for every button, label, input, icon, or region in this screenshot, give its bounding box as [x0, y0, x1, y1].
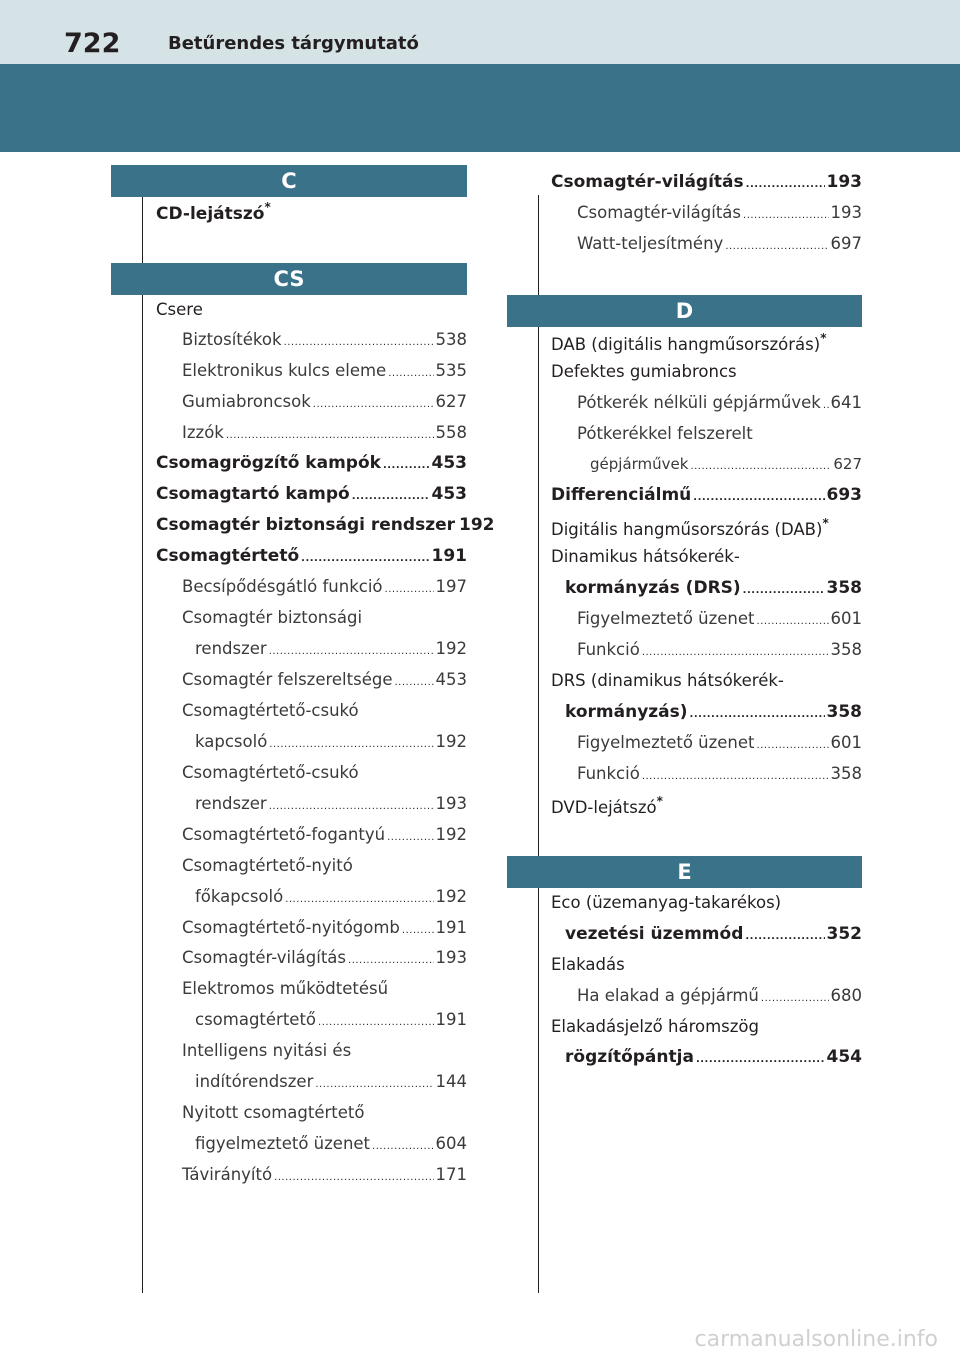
index-entry[interactable]: rendszer ..... 193 — [195, 794, 467, 813]
index-entry[interactable]: vezetési üzemmód ..... 352 — [565, 924, 862, 944]
index-entry[interactable]: kormányzás) ..... 358 — [565, 702, 862, 722]
index-entry[interactable]: csomagtértető ..... 191 — [195, 1010, 467, 1029]
section-header-e: E — [507, 856, 862, 888]
index-entry[interactable]: Távirányító ..... 171 — [182, 1165, 467, 1184]
index-entry-line: Pótkerékkel felszerelt — [577, 424, 753, 443]
index-entry[interactable]: kormányzás (DRS) ..... 358 — [565, 578, 862, 598]
index-entry-line: DRS (dinamikus hátsókerék- — [551, 671, 784, 690]
index-entry[interactable]: Csomagtér-világítás ..... 193 — [577, 203, 862, 222]
index-entry[interactable]: Gumiabroncsok ..... 627 — [182, 392, 467, 411]
index-entry-line: Elakadásjelző háromszög — [551, 1017, 759, 1036]
index-entry[interactable]: Figyelmeztető üzenet ..... 601 — [577, 733, 862, 752]
index-entry-line: Csomagtértető-csukó — [182, 701, 359, 720]
index-entry[interactable]: figyelmeztető üzenet ..... 604 — [195, 1134, 467, 1153]
index-entry-line: Dinamikus hátsókerék- — [551, 547, 740, 566]
watermark: carmanualsonline.info — [694, 1327, 938, 1352]
asterisk-note: * — [820, 331, 827, 345]
index-entry-defektes[interactable]: Defektes gumiabroncs — [551, 362, 737, 381]
index-entry-line: Csomagtértető-csukó — [182, 763, 359, 782]
index-entry[interactable]: Ha elakad a gépjármű ..... 680 — [577, 986, 862, 1005]
section-header-d: D — [507, 295, 862, 327]
index-entry[interactable]: Csomagtér-világítás ..... 193 — [551, 172, 862, 192]
index-entry[interactable]: Funkció ..... 358 — [577, 640, 862, 659]
section-header-cs: CS — [111, 263, 467, 295]
index-entry[interactable]: Csomagtér-világítás ..... 193 — [182, 948, 467, 967]
index-entry-elakadas[interactable]: Elakadás — [551, 955, 625, 974]
index-entry[interactable]: Csomagrögzítő kampók ..... 453 — [156, 453, 467, 473]
top-header-bar — [0, 0, 960, 64]
index-entry[interactable]: Differenciálmű ..... 693 — [551, 485, 862, 505]
index-entry[interactable]: rögzítőpántja ..... 454 — [565, 1047, 862, 1067]
index-entry[interactable]: Csomagtér felszereltsége ..... 453 — [182, 670, 467, 689]
right-column-rule — [538, 195, 539, 1293]
index-entry[interactable]: Funkció ..... 358 — [577, 764, 862, 783]
index-entry[interactable]: Csomagtértető-fogantyú ..... 192 — [182, 825, 467, 844]
asterisk-note: * — [822, 516, 829, 530]
index-entry-dab[interactable]: DAB (digitális hangműsorszórás)* — [551, 331, 827, 354]
index-entry-line: Nyitott csomagtértető — [182, 1103, 365, 1122]
index-entry[interactable]: gépjárművek ..... 627 — [590, 455, 862, 473]
index-entry-line: Eco (üzemanyag-takarékos) — [551, 893, 782, 912]
index-entry[interactable]: Izzók ..... 558 — [182, 423, 467, 442]
index-entry-line: Csomagtértető-nyitó — [182, 856, 353, 875]
asterisk-note: * — [656, 794, 663, 808]
page-number: 722 — [64, 28, 121, 59]
index-entry[interactable]: Pótkerék nélküli gépjárművek ..... 641 — [577, 393, 862, 412]
index-entry[interactable]: Becsípődésgátló funkció ..... 197 — [182, 577, 467, 596]
index-entry[interactable]: Csomagtér biztonsági rendszer 192 — [156, 515, 495, 535]
index-entry[interactable]: kapcsoló ..... 192 — [195, 732, 467, 751]
index-entry-cd-player[interactable]: CD-lejátszó* — [156, 200, 271, 224]
left-column-rule — [142, 195, 143, 1293]
asterisk-note: * — [264, 200, 271, 214]
header-band — [0, 64, 960, 152]
index-entry[interactable]: Figyelmeztető üzenet ..... 601 — [577, 609, 862, 628]
index-entry-line: Csomagtér biztonsági — [182, 608, 363, 627]
index-entry[interactable]: Csomagtértető ..... 191 — [156, 546, 467, 566]
page-title: Betűrendes tárgymutató — [168, 33, 419, 54]
index-entry[interactable]: Csomagtértető-nyitógomb ..... 191 — [182, 918, 467, 937]
index-entry[interactable]: Watt-teljesítmény ..... 697 — [577, 234, 862, 253]
index-entry[interactable]: Elektronikus kulcs eleme ..... 535 — [182, 361, 467, 380]
index-entry[interactable]: Biztosítékok ..... 538 — [182, 330, 467, 349]
index-entry-csere[interactable]: Csere — [156, 300, 203, 319]
index-entry[interactable]: főkapcsoló ..... 192 — [195, 887, 467, 906]
index-entry-dvd[interactable]: DVD-lejátszó* — [551, 794, 663, 817]
index-entry[interactable]: rendszer ..... 192 — [195, 639, 467, 658]
index-entry[interactable]: indítórendszer ..... 144 — [195, 1072, 467, 1091]
section-header-c: C — [111, 165, 467, 197]
index-entry[interactable]: Csomagtartó kampó ..... 453 — [156, 484, 467, 504]
index-entry-line: Intelligens nyitási és — [182, 1041, 352, 1060]
index-entry-digitalis[interactable]: Digitális hangműsorszórás (DAB)* — [551, 516, 829, 539]
index-entry-line: Elektromos működtetésű — [182, 979, 389, 998]
